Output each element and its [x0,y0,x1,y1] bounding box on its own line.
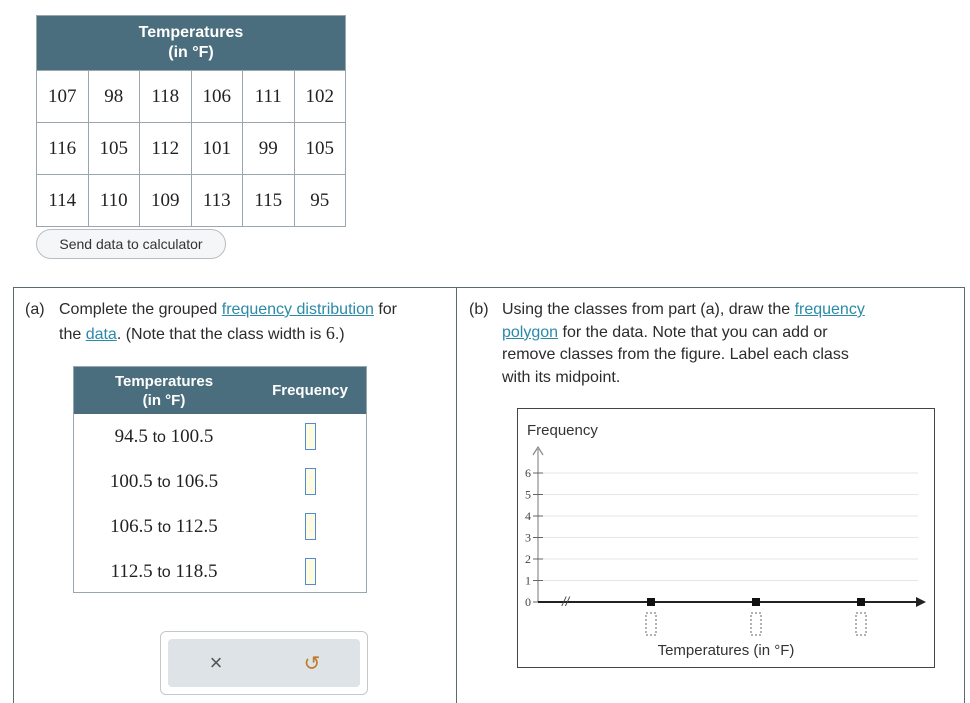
data-cell: 102 [294,71,346,122]
data-cell: 112 [139,123,191,174]
answer-actions [160,631,368,695]
class-to: to [157,473,171,491]
panel-divider [456,287,457,703]
y-axis-label: Frequency [527,422,598,439]
frequency-polygon-graph[interactable] [517,408,935,668]
part-a-text: for [373,301,397,318]
class-low: 106.5 [110,515,153,537]
class-low: 100.5 [109,470,153,492]
part-b-text: remove classes from the figure. Label each class [502,346,849,363]
class-interval [74,426,254,448]
class-width-value: 6 [325,322,335,343]
part-a-label: (a) [25,301,45,318]
part-a-text: .) [334,325,345,343]
data-table-row [37,70,345,122]
class-low: 112.5 [110,560,153,582]
data-cell: 107 [48,85,77,107]
class-high: 100.5 [170,425,214,447]
part-b-instructions [502,299,957,389]
class-point[interactable] [647,598,655,606]
part-a-instructions [59,299,454,346]
class-to: to [157,518,172,536]
frequency-input[interactable] [305,513,316,540]
class-to: to [157,563,171,581]
part-b-text: with its midpoint. [502,368,621,386]
class-row [74,504,366,549]
midpoint-input[interactable] [856,613,866,635]
close-icon: × [209,650,223,675]
undo-icon: ↺ [303,652,321,675]
class-point[interactable] [857,598,865,606]
part-a-text: the [59,325,86,343]
data-cell: 115 [242,175,294,226]
class-interval [74,471,254,493]
data-cell: 105 [294,123,346,174]
x-axis-label: Temperatures (in °F) [657,642,795,659]
part-b-text: Using the classes from part (a), draw the [502,301,795,318]
y-tick-label: 6 [525,466,531,480]
data-cell: 99 [242,123,294,174]
freq-col1-line2: (in °F) [142,391,186,409]
frequency-input[interactable] [305,558,316,585]
y-tick-label: 0 [525,595,531,609]
data-cell: 105 [88,123,140,174]
undo-button[interactable] [264,639,360,687]
action-bar [168,639,360,687]
freq-col-frequency: Frequency [272,382,348,399]
class-point[interactable] [752,598,760,606]
data-link[interactable]: data [85,325,117,343]
class-to: to [152,428,166,446]
part-b-label: (b) [469,301,489,318]
data-table-row [37,122,345,174]
polygon-link[interactable]: polygon [502,323,559,341]
y-tick-label: 2 [525,552,531,566]
class-row [74,414,366,459]
y-tick-label: 1 [525,573,531,588]
y-tick-label: 4 [525,509,531,523]
grouped-frequency-table [73,366,367,593]
frequency-cell [254,423,366,450]
data-table-row [37,174,345,226]
data-cell: 95 [294,175,346,226]
graph-canvas[interactable] [518,409,936,669]
part-a-text: Complete the grouped [59,301,222,318]
data-cell: 114 [48,189,77,211]
data-cell: 110 [88,175,140,226]
frequency-input[interactable] [305,423,316,450]
data-header-line1: Temperatures [138,24,244,41]
data-cell: 116 [48,137,77,159]
data-cell: 98 [88,71,140,122]
part-b-text: for the data. Note that you can add or [558,323,828,341]
frequency-input[interactable] [305,468,316,495]
data-cell: 109 [139,175,191,226]
data-cell: 118 [139,71,191,122]
frequency-cell [254,468,366,495]
temperature-data-table [36,15,346,227]
freq-col1-line1: Temperatures [114,372,214,390]
y-tick-label: 5 [525,487,531,502]
frequency-distribution-link[interactable]: frequency distribution [221,301,374,318]
frequency-link[interactable]: frequency [794,301,865,318]
midpoint-input[interactable] [751,613,761,635]
data-cell: 101 [191,123,243,174]
send-data-button[interactable]: Send data to calculator [36,229,226,259]
midpoint-input[interactable] [646,613,656,635]
x-axis-arrow-icon [916,597,926,607]
freq-col-temperatures [74,367,254,414]
class-row [74,549,366,594]
class-low: 94.5 [114,425,148,447]
class-interval [74,561,254,583]
clear-button[interactable] [168,639,264,687]
class-high: 112.5 [175,515,218,537]
data-cell: 106 [191,71,243,122]
freq-table-header [74,367,366,414]
part-a-text: . (Note that the class width is [116,325,326,343]
data-cell: 113 [191,175,243,226]
data-cell: 111 [242,71,294,122]
data-header-line2: (in °F) [168,44,214,61]
class-row [74,459,366,504]
axis-break-symbol: // [562,594,570,609]
frequency-cell [254,513,366,540]
class-high: 106.5 [175,470,219,492]
class-high: 118.5 [175,560,218,582]
class-interval [74,516,254,538]
frequency-cell [254,558,366,585]
data-table-header [37,16,345,70]
y-tick-label: 3 [525,530,531,545]
